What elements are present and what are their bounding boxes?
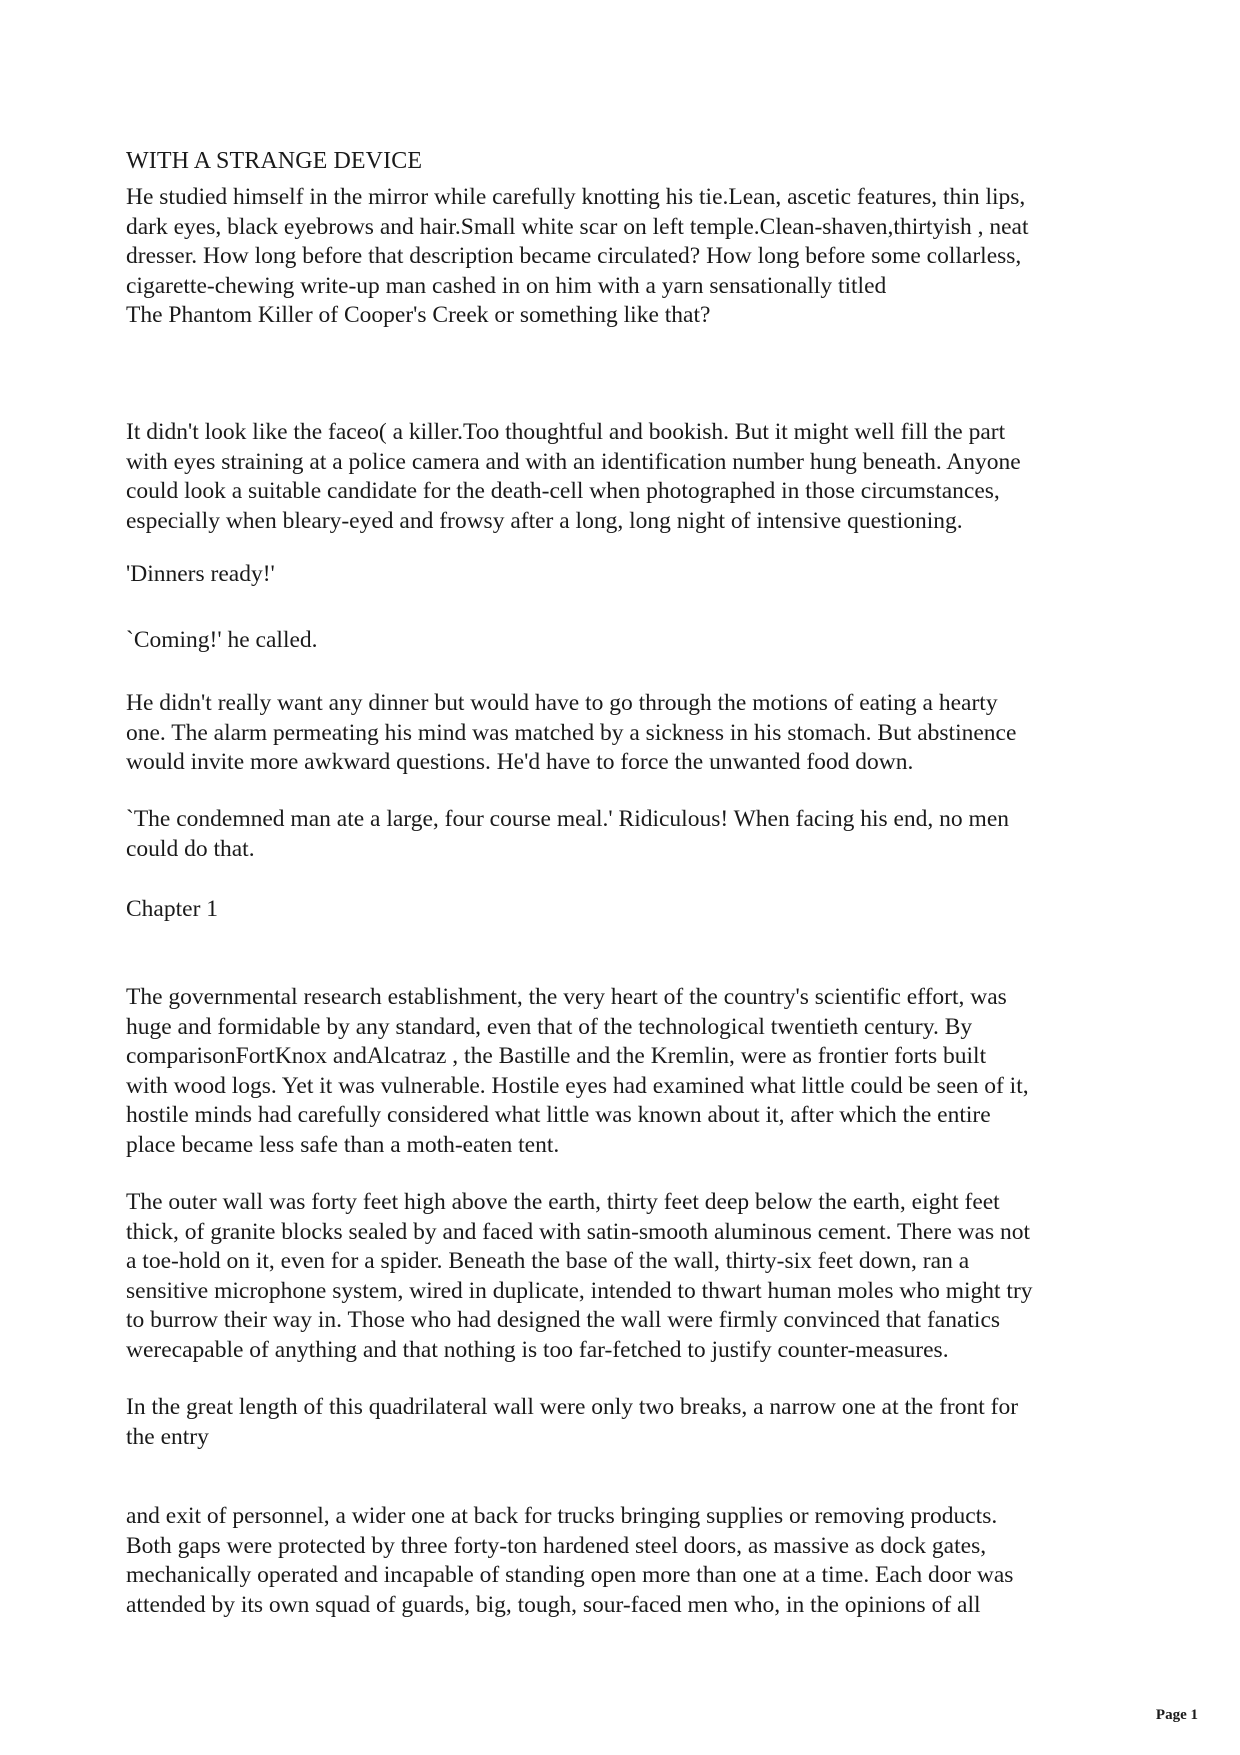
text-line: huge and formidable by any standard, even that of the technological twentieth century. By — [126, 1013, 973, 1040]
text-line: dark eyes, black eyebrows and hair.Small white scar on left temple.Clean-shaven,thirtyish , neat — [126, 213, 1029, 240]
text-line: thick, of granite blocks sealed by and faced with satin-smooth aluminous cement. There was not — [126, 1218, 1031, 1245]
document-title: WITH A STRANGE DEVICE — [126, 148, 423, 174]
text-line: especially when bleary-eyed and frowsy after a long, long night of intensive questioning. — [126, 507, 963, 534]
text-line: 'Dinners ready!' — [126, 561, 275, 587]
paragraph-dinner-ready — [126, 560, 1126, 590]
paragraph-dinner — [126, 689, 1126, 778]
text-line: could look a suitable candidate for the death-cell when photographed in those circumstances, — [126, 478, 1000, 504]
text-line: The Phantom Killer of Cooper's Creek or something like that? — [126, 302, 711, 328]
text-line: one. The alarm permeating his mind was matched by a sickness in his stomach. But abstinence — [126, 719, 1017, 746]
text-line: comparisonFortKnox andAlcatraz , the Bastille and the Kremlin, were as frontier forts built — [126, 1043, 987, 1069]
text-line: could do that. — [126, 835, 255, 862]
text-line: attended by its own squad of guards, big, tough, sour-faced men who, in the opinions of all — [126, 1591, 981, 1618]
text-line: mechanically operated and incapable of standing open more than one at a time. Each door was — [126, 1562, 1014, 1588]
text-line: would invite more awkward questions. He'd have to force the unwanted food down. — [126, 749, 914, 775]
text-line: place became less safe than a moth-eaten tent. — [126, 1131, 560, 1158]
text-line: dresser. How long before that description became circulated? How long before some collarless, — [126, 243, 1022, 269]
text-line: the entry — [126, 1423, 209, 1450]
text-line: The outer wall was forty feet high above the earth, thirty feet deep below the earth, eight feet — [126, 1189, 1000, 1215]
text-line: sensitive microphone system, wired in duplicate, intended to thwart human moles who might try — [126, 1277, 1033, 1304]
text-line: Both gaps were protected by three forty-ton hardened steel doors, as massive as dock gates, — [126, 1532, 987, 1559]
paragraph-quadrilateral-wall — [126, 1393, 1126, 1452]
text-line: Chapter 1 — [126, 896, 219, 922]
text-line: and exit of personnel, a wider one at back for trucks bringing supplies or removing products. — [126, 1503, 998, 1529]
text-line: with eyes straining at a police camera and with an identification number hung beneath. Anyone — [126, 448, 1021, 475]
paragraph-outer-wall — [126, 1188, 1126, 1365]
text-line: The governmental research establishment, the very heart of the country's scientific effort, was — [126, 984, 1007, 1010]
text-line: It didn't look like the faceo( a killer.Too thoughtful and bookish. But it might well fill the part — [126, 419, 1006, 445]
paragraph-condemned-man — [126, 805, 1126, 864]
text-line: He didn't really want any dinner but would have to go through the motions of eating a hearty — [126, 690, 998, 716]
text-line: cigarette-chewing write-up man cashed in on him with a yarn sensationally titled — [126, 272, 887, 299]
text-line: with wood logs. Yet it was vulnerable. Hostile eyes had examined what little could be seen of it, — [126, 1072, 1029, 1099]
text-line: werecapable of anything and that nothing is too far-fetched to justify counter-measures. — [126, 1336, 949, 1363]
page-number: Page 1 — [1155, 1707, 1198, 1723]
paragraph-coming — [126, 626, 1126, 656]
paragraph-research-establishment — [126, 983, 1126, 1160]
text-line: a toe-hold on it, even for a spider. Beneath the base of the wall, thirty-six feet down, ran a — [126, 1248, 970, 1274]
text-line: In the great length of this quadrilateral wall were only two breaks, a narrow one at the front for — [126, 1394, 1019, 1420]
chapter-heading — [126, 895, 1126, 925]
text-line: to burrow their way in. Those who had designed the wall were firmly convinced that fanatics — [126, 1307, 1001, 1333]
paragraph-face-of-killer — [126, 418, 1126, 536]
text-line: `Coming!' he called. — [126, 627, 318, 653]
paragraph-mirror — [126, 183, 1126, 331]
paragraph-exit-of-personnel — [126, 1502, 1126, 1620]
text-line: He studied himself in the mirror while carefully knotting his tie.Lean, ascetic features, thin lips, — [126, 184, 1026, 210]
text-line: `The condemned man ate a large, four course meal.' Ridiculous! When facing his end, no men — [126, 806, 1010, 832]
text-line: hostile minds had carefully considered what little was known about it, after which the entire — [126, 1102, 991, 1128]
